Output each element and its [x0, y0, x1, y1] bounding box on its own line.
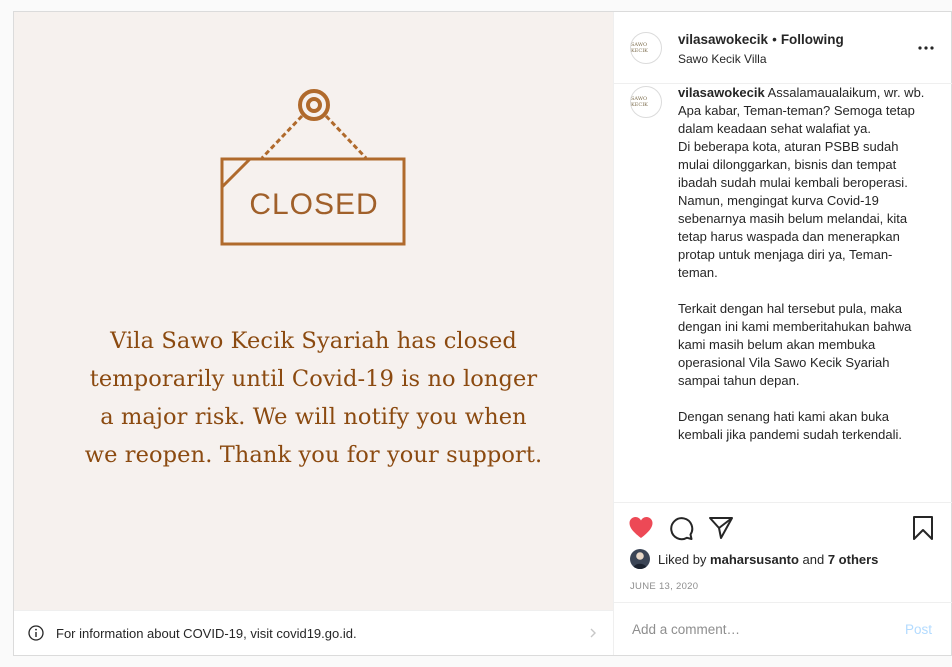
comment-box	[614, 602, 952, 655]
person-icon	[630, 549, 650, 569]
post-date[interactable]: JUNE 13, 2020	[630, 581, 699, 592]
share-icon[interactable]	[708, 515, 734, 541]
liker-avatar[interactable]	[630, 549, 650, 569]
following-button[interactable]: Following	[780, 32, 844, 47]
post-header	[614, 12, 952, 84]
sign-text: CLOSED	[249, 188, 379, 221]
message-line: we reopen. Thank you for your support.	[84, 442, 543, 468]
liker-username-link[interactable]: maharsusanto	[710, 551, 799, 567]
username-link[interactable]: vilasawokecik	[678, 32, 769, 47]
caption-area[interactable]	[614, 84, 952, 502]
separator-dot: •	[772, 32, 777, 47]
covid-info-bar[interactable]	[14, 610, 613, 655]
post-frame	[13, 11, 952, 656]
more-options-icon[interactable]	[916, 42, 936, 54]
caption-body: Assalamaualaikum, wr. wb. Apa kabar, Teman-teman? Semoga tetap dalam keadaan sehat walafiat ya. Di beberapa kota, aturan PSBB sudah mulai dilonggarkan, bisnis dan tempat ibadah sudah mulai kembali beroperasi. Namun, mengingat kurva Covid-19 sebenarnya masih belum melandai, kita tetap harus waspada dan menerapkan protap untuk menjaga diri ya, Teman-teman. Terkait dengan hal tersebut pula, maka dengan ini kami memberitahukan bahwa kami masih belum akan membuka operasional Vila Sawo Kecik Syariah sampai tahun depan. Dengan senang hati kami akan buka kembali jika pandemi sudah terkendali.	[678, 85, 925, 442]
post-image[interactable]	[14, 12, 613, 610]
bookmark-icon[interactable]	[910, 515, 936, 541]
like-heart-icon[interactable]	[628, 515, 654, 541]
message-line: Vila Sawo Kecik Syariah has closed	[110, 328, 517, 354]
caption-username-link[interactable]: vilasawokecik	[678, 85, 765, 100]
post-details-panel	[613, 12, 951, 655]
comment-input[interactable]	[630, 621, 894, 638]
header-user-line	[678, 32, 844, 47]
info-icon	[28, 625, 44, 641]
avatar[interactable]	[630, 32, 662, 64]
avatar[interactable]	[630, 86, 662, 118]
closed-sign-illustration	[214, 86, 414, 266]
message-line: a major risk. We will notify you when	[100, 404, 527, 430]
likes-row	[630, 549, 878, 569]
avatar-logo-text: SAWO KECIK	[631, 42, 648, 54]
post-comment-button[interactable]: Post	[904, 621, 932, 637]
message-line: temporarily until Covid-19 is no longer	[89, 366, 538, 392]
covid-info-text: For information about COVID-19, visit covid19.go.id.	[56, 625, 357, 641]
caption-text	[678, 84, 932, 444]
closure-message	[54, 322, 573, 474]
post-actions	[614, 502, 952, 612]
chevron-right-icon	[587, 627, 599, 639]
likes-middle: and	[798, 551, 828, 567]
likes-prefix: Liked by	[658, 551, 711, 567]
location-link[interactable]: Sawo Kecik Villa	[678, 52, 767, 66]
others-likes-link[interactable]: 7 others	[827, 551, 879, 567]
likes-text	[658, 552, 878, 567]
comment-icon[interactable]	[668, 515, 694, 541]
avatar-logo-text: SAWO KECIK	[631, 96, 648, 108]
